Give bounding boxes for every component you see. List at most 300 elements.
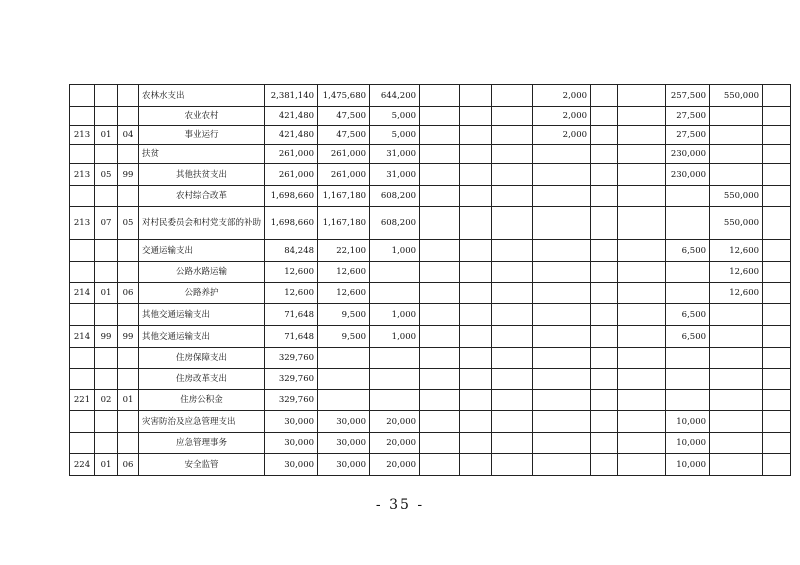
item-name-cell: 灾害防治及应急管理支出	[139, 411, 265, 433]
item-name-cell: 住房保障支出	[139, 348, 265, 369]
amount-cell	[591, 107, 618, 126]
amount-cell	[492, 433, 533, 454]
amount-cell	[618, 186, 666, 207]
amount-cell: 1,698,660	[265, 207, 318, 240]
item-name-cell: 事业运行	[139, 126, 265, 145]
class-code-cell	[70, 186, 95, 207]
amount-cell	[710, 164, 763, 186]
class-code-cell: 214	[70, 283, 95, 304]
amount-cell	[618, 145, 666, 164]
table-row	[70, 107, 791, 126]
item-code-cell	[118, 304, 139, 326]
amount-cell: 71,648	[265, 326, 318, 348]
amount-cell	[666, 207, 710, 240]
amount-cell	[533, 240, 591, 262]
amount-cell	[710, 390, 763, 411]
amount-cell	[460, 107, 492, 126]
amount-cell: 20,000	[370, 454, 420, 476]
item-code-cell: 01	[118, 390, 139, 411]
amount-cell	[591, 433, 618, 454]
item-name-cell: 其他扶贫支出	[139, 164, 265, 186]
class-code-cell	[70, 348, 95, 369]
amount-cell: 5,000	[370, 107, 420, 126]
amount-cell	[666, 369, 710, 390]
amount-cell	[763, 411, 791, 433]
amount-cell	[492, 164, 533, 186]
amount-cell	[492, 304, 533, 326]
amount-cell: 30,000	[318, 454, 370, 476]
amount-cell: 230,000	[666, 145, 710, 164]
amount-cell	[533, 262, 591, 283]
amount-cell: 47,500	[318, 107, 370, 126]
amount-cell: 6,500	[666, 326, 710, 348]
amount-cell	[763, 283, 791, 304]
item-name-cell: 扶贫	[139, 145, 265, 164]
amount-cell: 22,100	[318, 240, 370, 262]
amount-cell	[420, 283, 460, 304]
amount-cell	[591, 369, 618, 390]
amount-cell	[533, 186, 591, 207]
table-row	[70, 262, 791, 283]
class-code-cell	[70, 262, 95, 283]
amount-cell	[420, 433, 460, 454]
amount-cell	[460, 262, 492, 283]
amount-cell	[460, 145, 492, 164]
class-code-cell	[70, 304, 95, 326]
amount-cell	[591, 390, 618, 411]
table-row	[70, 411, 791, 433]
item-name-cell: 应急管理事务	[139, 433, 265, 454]
amount-cell	[710, 126, 763, 145]
amount-cell	[460, 304, 492, 326]
class-code-cell	[70, 411, 95, 433]
item-name-cell: 公路水路运输	[139, 262, 265, 283]
amount-cell	[618, 107, 666, 126]
item-name-cell: 农林水支出	[139, 85, 265, 107]
amount-cell	[492, 262, 533, 283]
item-code-cell	[118, 411, 139, 433]
amount-cell	[460, 207, 492, 240]
budget-table	[69, 84, 791, 476]
amount-cell	[533, 454, 591, 476]
amount-cell: 30,000	[318, 433, 370, 454]
amount-cell	[763, 326, 791, 348]
amount-cell: 12,600	[710, 283, 763, 304]
amount-cell: 261,000	[265, 164, 318, 186]
amount-cell	[763, 454, 791, 476]
amount-cell	[370, 262, 420, 283]
amount-cell	[591, 283, 618, 304]
class-code-cell: 213	[70, 126, 95, 145]
amount-cell	[763, 164, 791, 186]
section-code-cell	[95, 85, 118, 107]
item-code-cell	[118, 145, 139, 164]
amount-cell	[666, 186, 710, 207]
amount-cell	[666, 283, 710, 304]
item-code-cell: 04	[118, 126, 139, 145]
amount-cell: 10,000	[666, 411, 710, 433]
amount-cell: 2,381,140	[265, 85, 318, 107]
class-code-cell	[70, 145, 95, 164]
class-code-cell: 221	[70, 390, 95, 411]
amount-cell: 329,760	[265, 390, 318, 411]
amount-cell: 261,000	[318, 145, 370, 164]
amount-cell	[618, 283, 666, 304]
amount-cell: 30,000	[318, 411, 370, 433]
amount-cell	[591, 326, 618, 348]
amount-cell	[460, 186, 492, 207]
item-code-cell	[118, 348, 139, 369]
amount-cell	[533, 326, 591, 348]
amount-cell	[763, 433, 791, 454]
amount-cell	[591, 454, 618, 476]
amount-cell	[591, 145, 618, 164]
amount-cell	[710, 433, 763, 454]
amount-cell	[492, 107, 533, 126]
section-code-cell	[95, 411, 118, 433]
amount-cell: 30,000	[265, 411, 318, 433]
amount-cell	[763, 304, 791, 326]
amount-cell: 12,600	[265, 283, 318, 304]
item-name-cell: 安全监管	[139, 454, 265, 476]
amount-cell	[533, 411, 591, 433]
item-name-cell: 住房公积金	[139, 390, 265, 411]
amount-cell: 9,500	[318, 304, 370, 326]
amount-cell	[492, 283, 533, 304]
amount-cell	[666, 348, 710, 369]
amount-cell: 329,760	[265, 369, 318, 390]
amount-cell	[618, 369, 666, 390]
amount-cell	[492, 390, 533, 411]
class-code-cell	[70, 433, 95, 454]
section-code-cell	[95, 145, 118, 164]
amount-cell	[710, 348, 763, 369]
amount-cell	[591, 126, 618, 145]
table-row	[70, 207, 791, 240]
amount-cell: 12,600	[318, 262, 370, 283]
amount-cell	[492, 207, 533, 240]
amount-cell	[318, 369, 370, 390]
amount-cell	[618, 304, 666, 326]
amount-cell	[618, 207, 666, 240]
amount-cell	[533, 369, 591, 390]
class-code-cell: 213	[70, 164, 95, 186]
table-row	[70, 454, 791, 476]
amount-cell	[763, 85, 791, 107]
item-code-cell	[118, 107, 139, 126]
amount-cell	[492, 85, 533, 107]
amount-cell: 257,500	[666, 85, 710, 107]
item-code-cell	[118, 186, 139, 207]
amount-cell: 10,000	[666, 454, 710, 476]
amount-cell	[591, 186, 618, 207]
amount-cell	[591, 240, 618, 262]
amount-cell	[420, 240, 460, 262]
amount-cell: 1,698,660	[265, 186, 318, 207]
amount-cell	[492, 454, 533, 476]
table-row	[70, 164, 791, 186]
section-code-cell: 01	[95, 126, 118, 145]
item-code-cell	[118, 85, 139, 107]
table-row	[70, 369, 791, 390]
amount-cell	[318, 348, 370, 369]
amount-cell	[533, 283, 591, 304]
amount-cell	[460, 126, 492, 145]
table-row	[70, 240, 791, 262]
amount-cell	[460, 240, 492, 262]
amount-cell: 6,500	[666, 304, 710, 326]
section-code-cell: 07	[95, 207, 118, 240]
table-row	[70, 145, 791, 164]
amount-cell	[460, 164, 492, 186]
amount-cell	[492, 326, 533, 348]
amount-cell	[370, 283, 420, 304]
page-number: - 35 -	[375, 497, 425, 513]
amount-cell	[460, 348, 492, 369]
amount-cell	[591, 348, 618, 369]
amount-cell: 10,000	[666, 433, 710, 454]
item-code-cell: 99	[118, 326, 139, 348]
amount-cell	[533, 164, 591, 186]
amount-cell	[420, 85, 460, 107]
amount-cell: 2,000	[533, 126, 591, 145]
amount-cell: 1,167,180	[318, 207, 370, 240]
section-code-cell: 01	[95, 454, 118, 476]
amount-cell: 12,600	[318, 283, 370, 304]
amount-cell: 12,600	[710, 240, 763, 262]
item-code-cell: 99	[118, 164, 139, 186]
amount-cell	[492, 369, 533, 390]
section-code-cell: 05	[95, 164, 118, 186]
amount-cell: 12,600	[710, 262, 763, 283]
section-code-cell	[95, 107, 118, 126]
amount-cell	[492, 126, 533, 145]
amount-cell	[420, 304, 460, 326]
amount-cell	[763, 207, 791, 240]
item-code-cell	[118, 240, 139, 262]
amount-cell: 47,500	[318, 126, 370, 145]
item-code-cell: 05	[118, 207, 139, 240]
amount-cell: 644,200	[370, 85, 420, 107]
amount-cell	[618, 348, 666, 369]
amount-cell: 27,500	[666, 107, 710, 126]
amount-cell: 550,000	[710, 207, 763, 240]
section-code-cell: 99	[95, 326, 118, 348]
amount-cell	[370, 348, 420, 369]
table-row	[70, 126, 791, 145]
amount-cell	[763, 240, 791, 262]
amount-cell	[460, 390, 492, 411]
amount-cell: 261,000	[265, 145, 318, 164]
item-name-cell: 公路养护	[139, 283, 265, 304]
item-code-cell: 06	[118, 454, 139, 476]
amount-cell	[533, 304, 591, 326]
section-code-cell	[95, 304, 118, 326]
section-code-cell	[95, 240, 118, 262]
item-name-cell: 农村综合改革	[139, 186, 265, 207]
class-code-cell	[70, 369, 95, 390]
amount-cell	[460, 433, 492, 454]
amount-cell	[591, 411, 618, 433]
amount-cell	[533, 433, 591, 454]
amount-cell	[763, 390, 791, 411]
amount-cell	[618, 326, 666, 348]
amount-cell: 608,200	[370, 186, 420, 207]
amount-cell	[420, 145, 460, 164]
item-code-cell: 06	[118, 283, 139, 304]
amount-cell	[420, 107, 460, 126]
table-row	[70, 390, 791, 411]
amount-cell	[710, 454, 763, 476]
class-code-cell	[70, 107, 95, 126]
amount-cell	[492, 186, 533, 207]
amount-cell	[492, 348, 533, 369]
amount-cell	[710, 107, 763, 126]
item-code-cell	[118, 433, 139, 454]
item-name-cell: 农业农村	[139, 107, 265, 126]
amount-cell: 84,248	[265, 240, 318, 262]
amount-cell: 6,500	[666, 240, 710, 262]
amount-cell: 12,600	[265, 262, 318, 283]
amount-cell	[533, 145, 591, 164]
amount-cell	[460, 283, 492, 304]
amount-cell: 31,000	[370, 164, 420, 186]
amount-cell	[533, 348, 591, 369]
amount-cell	[666, 390, 710, 411]
amount-cell	[618, 85, 666, 107]
item-name-cell: 对村民委员会和村党支部的补助	[139, 207, 265, 240]
amount-cell	[420, 262, 460, 283]
amount-cell	[591, 262, 618, 283]
amount-cell: 1,167,180	[318, 186, 370, 207]
amount-cell	[618, 433, 666, 454]
table-row	[70, 433, 791, 454]
amount-cell: 27,500	[666, 126, 710, 145]
amount-cell: 71,648	[265, 304, 318, 326]
amount-cell	[618, 262, 666, 283]
amount-cell	[710, 145, 763, 164]
amount-cell	[420, 369, 460, 390]
amount-cell	[591, 85, 618, 107]
section-code-cell	[95, 262, 118, 283]
table-row	[70, 348, 791, 369]
amount-cell	[420, 326, 460, 348]
amount-cell: 20,000	[370, 411, 420, 433]
amount-cell: 30,000	[265, 433, 318, 454]
amount-cell	[460, 454, 492, 476]
item-name-cell: 交通运输支出	[139, 240, 265, 262]
amount-cell	[618, 454, 666, 476]
amount-cell	[420, 164, 460, 186]
amount-cell	[710, 411, 763, 433]
amount-cell: 31,000	[370, 145, 420, 164]
class-code-cell	[70, 85, 95, 107]
amount-cell: 2,000	[533, 107, 591, 126]
amount-cell: 9,500	[318, 326, 370, 348]
amount-cell	[591, 164, 618, 186]
item-name-cell: 其他交通运输支出	[139, 304, 265, 326]
amount-cell	[420, 348, 460, 369]
item-code-cell	[118, 262, 139, 283]
section-code-cell	[95, 348, 118, 369]
amount-cell	[420, 207, 460, 240]
class-code-cell: 213	[70, 207, 95, 240]
amount-cell	[763, 107, 791, 126]
amount-cell	[370, 369, 420, 390]
amount-cell	[460, 326, 492, 348]
amount-cell	[763, 186, 791, 207]
amount-cell: 2,000	[533, 85, 591, 107]
amount-cell	[492, 240, 533, 262]
amount-cell	[618, 240, 666, 262]
table-row	[70, 304, 791, 326]
amount-cell	[420, 126, 460, 145]
amount-cell: 550,000	[710, 85, 763, 107]
item-name-cell: 其他交通运输支出	[139, 326, 265, 348]
amount-cell	[420, 390, 460, 411]
table-row	[70, 186, 791, 207]
item-code-cell	[118, 369, 139, 390]
amount-cell	[420, 411, 460, 433]
amount-cell: 550,000	[710, 186, 763, 207]
table-row	[70, 85, 791, 107]
amount-cell	[763, 369, 791, 390]
amount-cell	[710, 304, 763, 326]
amount-cell	[763, 126, 791, 145]
class-code-cell: 214	[70, 326, 95, 348]
amount-cell	[591, 207, 618, 240]
class-code-cell	[70, 240, 95, 262]
amount-cell: 1,000	[370, 304, 420, 326]
amount-cell	[763, 348, 791, 369]
section-code-cell: 01	[95, 283, 118, 304]
section-code-cell	[95, 369, 118, 390]
section-code-cell: 02	[95, 390, 118, 411]
amount-cell	[420, 454, 460, 476]
amount-cell	[460, 85, 492, 107]
amount-cell: 20,000	[370, 433, 420, 454]
amount-cell	[710, 326, 763, 348]
amount-cell	[318, 390, 370, 411]
table-row	[70, 326, 791, 348]
amount-cell	[763, 262, 791, 283]
amount-cell	[533, 207, 591, 240]
section-code-cell	[95, 186, 118, 207]
budget-table-body	[70, 85, 791, 476]
amount-cell: 230,000	[666, 164, 710, 186]
amount-cell	[618, 411, 666, 433]
amount-cell: 1,000	[370, 326, 420, 348]
amount-cell: 421,480	[265, 126, 318, 145]
amount-cell	[420, 186, 460, 207]
amount-cell: 329,760	[265, 348, 318, 369]
amount-cell: 30,000	[265, 454, 318, 476]
amount-cell	[618, 390, 666, 411]
amount-cell	[460, 411, 492, 433]
amount-cell: 1,000	[370, 240, 420, 262]
amount-cell	[492, 411, 533, 433]
amount-cell: 5,000	[370, 126, 420, 145]
amount-cell	[533, 390, 591, 411]
class-code-cell: 224	[70, 454, 95, 476]
table-row	[70, 283, 791, 304]
amount-cell	[370, 390, 420, 411]
section-code-cell	[95, 433, 118, 454]
amount-cell	[763, 145, 791, 164]
amount-cell: 421,480	[265, 107, 318, 126]
amount-cell	[710, 369, 763, 390]
amount-cell	[591, 304, 618, 326]
